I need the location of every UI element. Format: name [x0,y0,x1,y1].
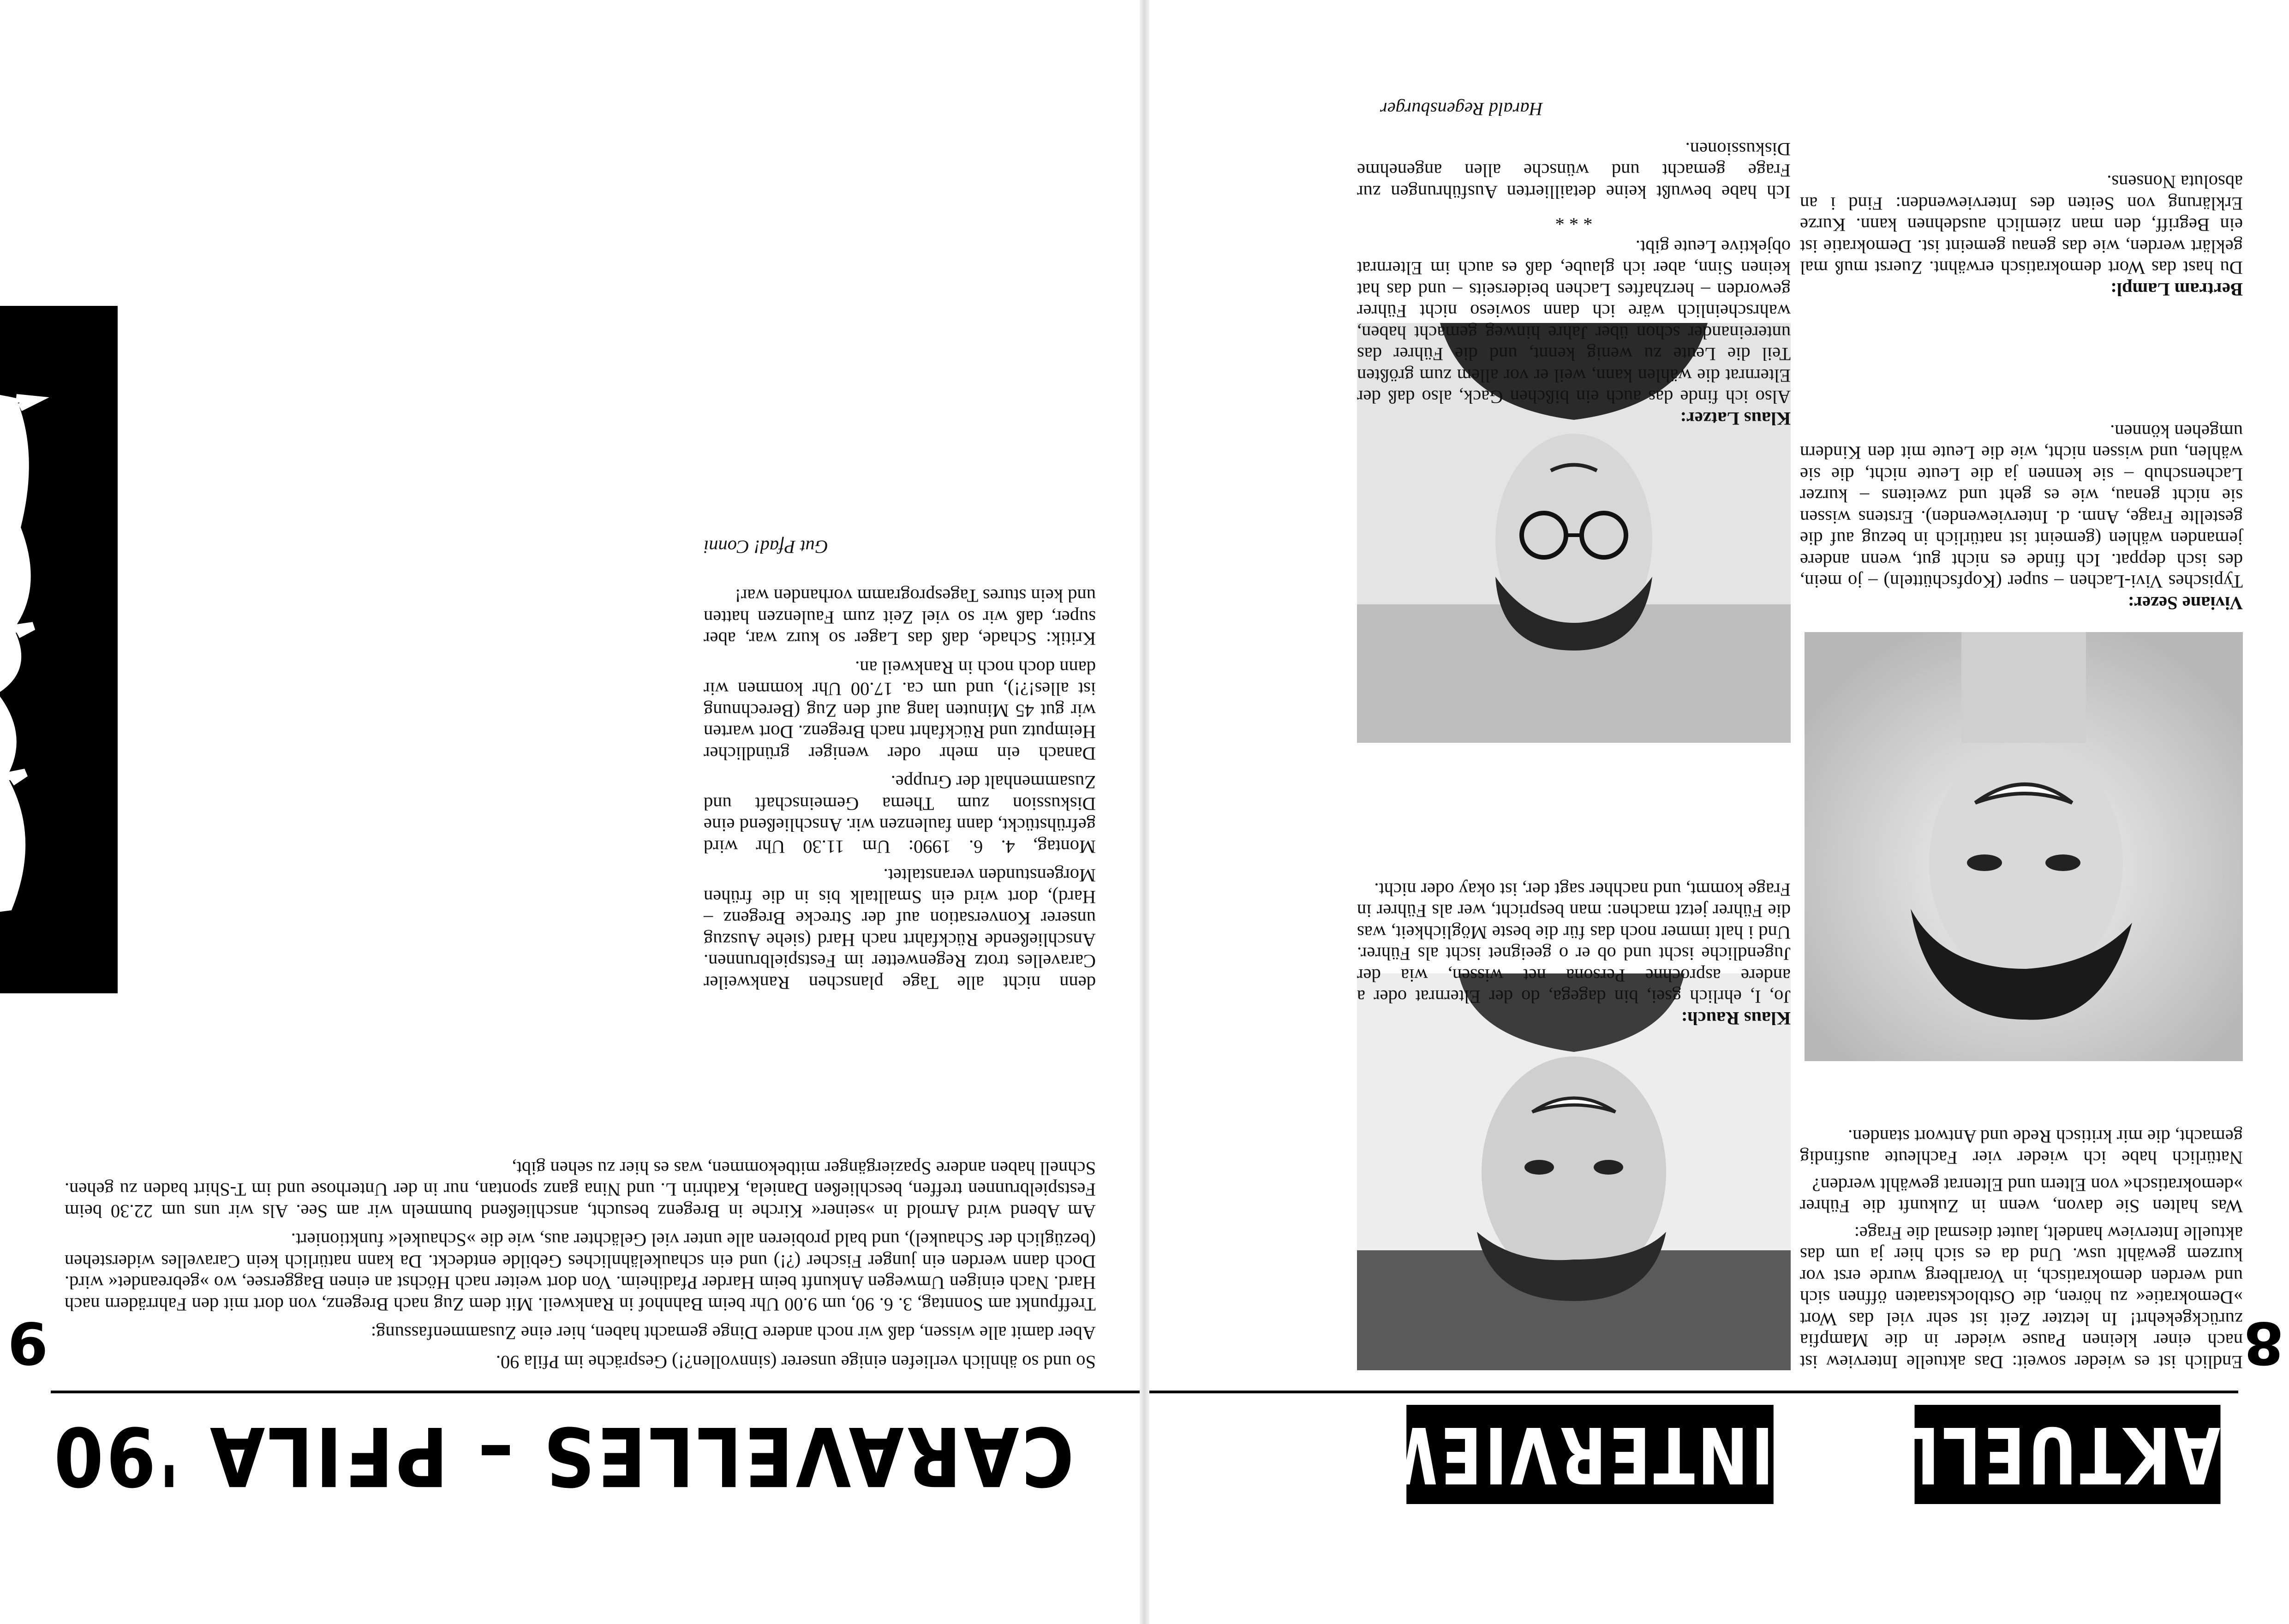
answer-bertram: Du hast das Wort demokratisch erwähnt. Zuerst muß mal geklärt werden, wie das genau gemeint ist. Demokratie ist ein Begriff, den man ziemlich ausdehnen kann. Kurze Erklärung von Seiten des Interviewenden: Find i an absoluta Nonsens. [1800,172,2243,279]
interview-klaus-rauch [1357,879,1791,1029]
brush-paint-shape [0,306,118,993]
article-title: CARAVELLES – PFILA '90 [51,1409,1074,1503]
speaker-klaus-latzer: Klaus Latzer: [1680,408,1791,429]
handwritten-dialogue-card [0,306,118,993]
page-8 [1149,0,2289,1624]
answer-viviane: Typisches Vivi-Lachen – super (Kopfschütteln) – jo mein, des isch deppat. Ich finde es nicht gut, wenn andere jemanden wählen (gemeint ist natürlich in bezug auf die gestellte Frage, Anm. d. Interviewenden). Erstens wissen sie nicht genau, wie es geht und zweitens – kurzer Lachenschub – sie kennen ja die Leute nicht, die sie wählen, und wissen nicht, wie die Leute mit den Kindern umgehen können. [1800,421,2243,592]
answer-klaus-rauch: Jo, I, ehrlich gsei, bin dagega, do der Elternrat oder a andere asprochne Persona net wissen, wia der Jugendliche ischt und ob er o geeignet ischt als Führer. Und i halt immer noch das für die beste Möglichkeit, was die Führer jetzt machen: man bespricht, wer als Führer in Frage kommt, und nachher sagt der, ist okay oder nicht. [1357,879,1791,1008]
header-rule [51,1391,1140,1393]
article-paragraph-5: Danach ein mehr oder weniger gründlicher Heimputz und Rückfahrt nach Bregenz. Dort warten wir gut 45 Minuten lang auf den Zug (Berechnung ist alles!?!), und um ca. 17.00 Uhr kommen wir dann doch noch in Rankweil an. [704,657,1096,764]
interview-viviane [1800,421,2243,614]
banner-aktuelles: AKTUELLES [1915,1405,2221,1504]
article-paragraph-2: Am Abend wird Arnold in »seiner« Kirche in Bregenz besucht, anschließend bummeln wir am See. Als wir uns um 22.30 beim Festspielbrunnen treffen, beschließen Daniela, Kathrin L. und Nina ganz spontan, nur in der Unterhose und im T-Shirt baden zu gehen. Schnell haben andere Spaziergänger mitbekommen, was es hier zu sehen gibt, [65,1158,1096,1222]
photo-viviane-sezer [1805,632,2243,1061]
article-paragraph-4: Montag, 4. 6. 1990: Um 11.30 Uhr wird gefrühstückt, dann faulenzen wir. Anschließend eine Diskussion zum Thema Gemeinschaft und Zusammenhalt der Gruppe. [704,772,1096,857]
article-paragraph-1: Treffpunkt am Sonntag, 3. 6. 90, um 9.00 Uhr beim Bahnhof in Rankweil. Mit dem Zug nach Bregenz, von dort mit den Fahrrädern nach Hard. Nach einigen Umwegen Ankunft beim Harder Pfadiheim. Von dort weiter nach Höchst an einen Baggersee, wo »gebreandet« wird. Doch dann werden ein junger Fischer (?!) und ein schaukelähnliches Gebilde entdeckt. Da kann natürlich kein Caravelles widerstehen (bezüglich der Schaukel), und bald probieren alle unter viel Gelächter aus, wie die »Schaukel« funktioniert. [65,1230,1096,1315]
speaker-viviane: Viviane Sezer: [2128,593,2243,614]
speaker-klaus-rauch: Klaus Rauch: [1681,1008,1791,1029]
page-number-9: 9 [7,1309,48,1377]
aktuelles-intro: Endlich ist es wieder soweit: Das aktuelle Interview ist nach einer kleinen Pause wieder in die Mampfia zurückgekehrt! In letzter Zeit ist sehr viel das Wort »Demokratie« zu hören, die Ostblockstaaten öffnen sich und werden demokratisch, in Vorarlberg wurde erst vor kurzem gewählt usw. Und da es sich hier ja um das aktuelle Interview handelt, lautet diesmal die Frage: [1800,1223,2243,1373]
header-rule [1149,1391,2238,1393]
article-paragraph-3: denn nicht alle Tage planschen Rankweiler Caravelles trotz Regenwetter im Festspielbrunnen. Anschließende Rückfahrt nach Hard (siehe Auszug unserer Konversation auf der Strecke Bregenz – Hard), dort wird ein Smalltalk bis in die frühen Morgenstunden veranstaltet. [704,865,1096,993]
article-side-column [704,536,1096,994]
speaker-bertram: Bertram Lampl: [2110,279,2243,300]
spine-gutter [1140,0,1149,1624]
interview-bertram [1800,171,2243,300]
answer-klaus-latzer: Also ich finde das auch ein bißchen Gack, also daß der Elternrat die wählen kann, weil er vor allem zum größten Teil die Leute zu wenig kennt, und die Führer das untereinander schon über Jahre hinweg gemacht haben, wahrscheinlich wäre ich dann sowieso nicht Führer geworden – herzhaftes Lachen beiderseits – und das hat keinen Sinn, aber ich glaube, daß es auch im Elternrat objektive Leute gibt. [1357,237,1791,408]
aktuelles-column [1800,1126,2243,1373]
article-intro-1: So und so ähnlich verliefen einige unserer (sinnvollen?!) Gespräche im Pfila 90. [496,1352,1096,1373]
interview-question: Was halten Sie davon, wenn in Zukunft die Führer »demokratisch« von Eltern und Eltenrat gewählt werden? [1800,1175,2243,1217]
article-paragraph-6: Kritik: Schade, daß das Lager so kurz war, aber super, daß wir so viel Zeit zum Faulenzen hatten und kein stures Tagesprogramm vorhanden war! [704,585,1096,650]
photo-klaus-rauch [1357,973,1791,1370]
signature-conni: Gut Pfad! Conni [704,537,828,557]
signature-harald: Harald Regensburger [1380,99,1543,120]
banner-interview: INTERVIEW [1406,1405,1774,1504]
article-top [65,1158,1096,1373]
page-number-8: 8 [2243,1309,2284,1377]
page-9 [0,0,1140,1624]
interview-klaus-latzer [1357,98,1791,429]
closing-note: Ich habe bewußt keine detaillierten Ausführungen zur Frage gemacht und wünsche allen angenehme Diskussionen. [1357,139,1791,203]
article-intro-2: Aber damit alle wissen, daß wir noch andere Dinge gemacht haben, hier eine Zusammenfassung: [371,1323,1096,1344]
section-separator: * * * [1555,209,1593,230]
intro-closing: Natürlich habe ich wieder vier Fachleute ausfindig gemacht, die mir kritisch Rede und Antwort standen. [1800,1126,2243,1169]
